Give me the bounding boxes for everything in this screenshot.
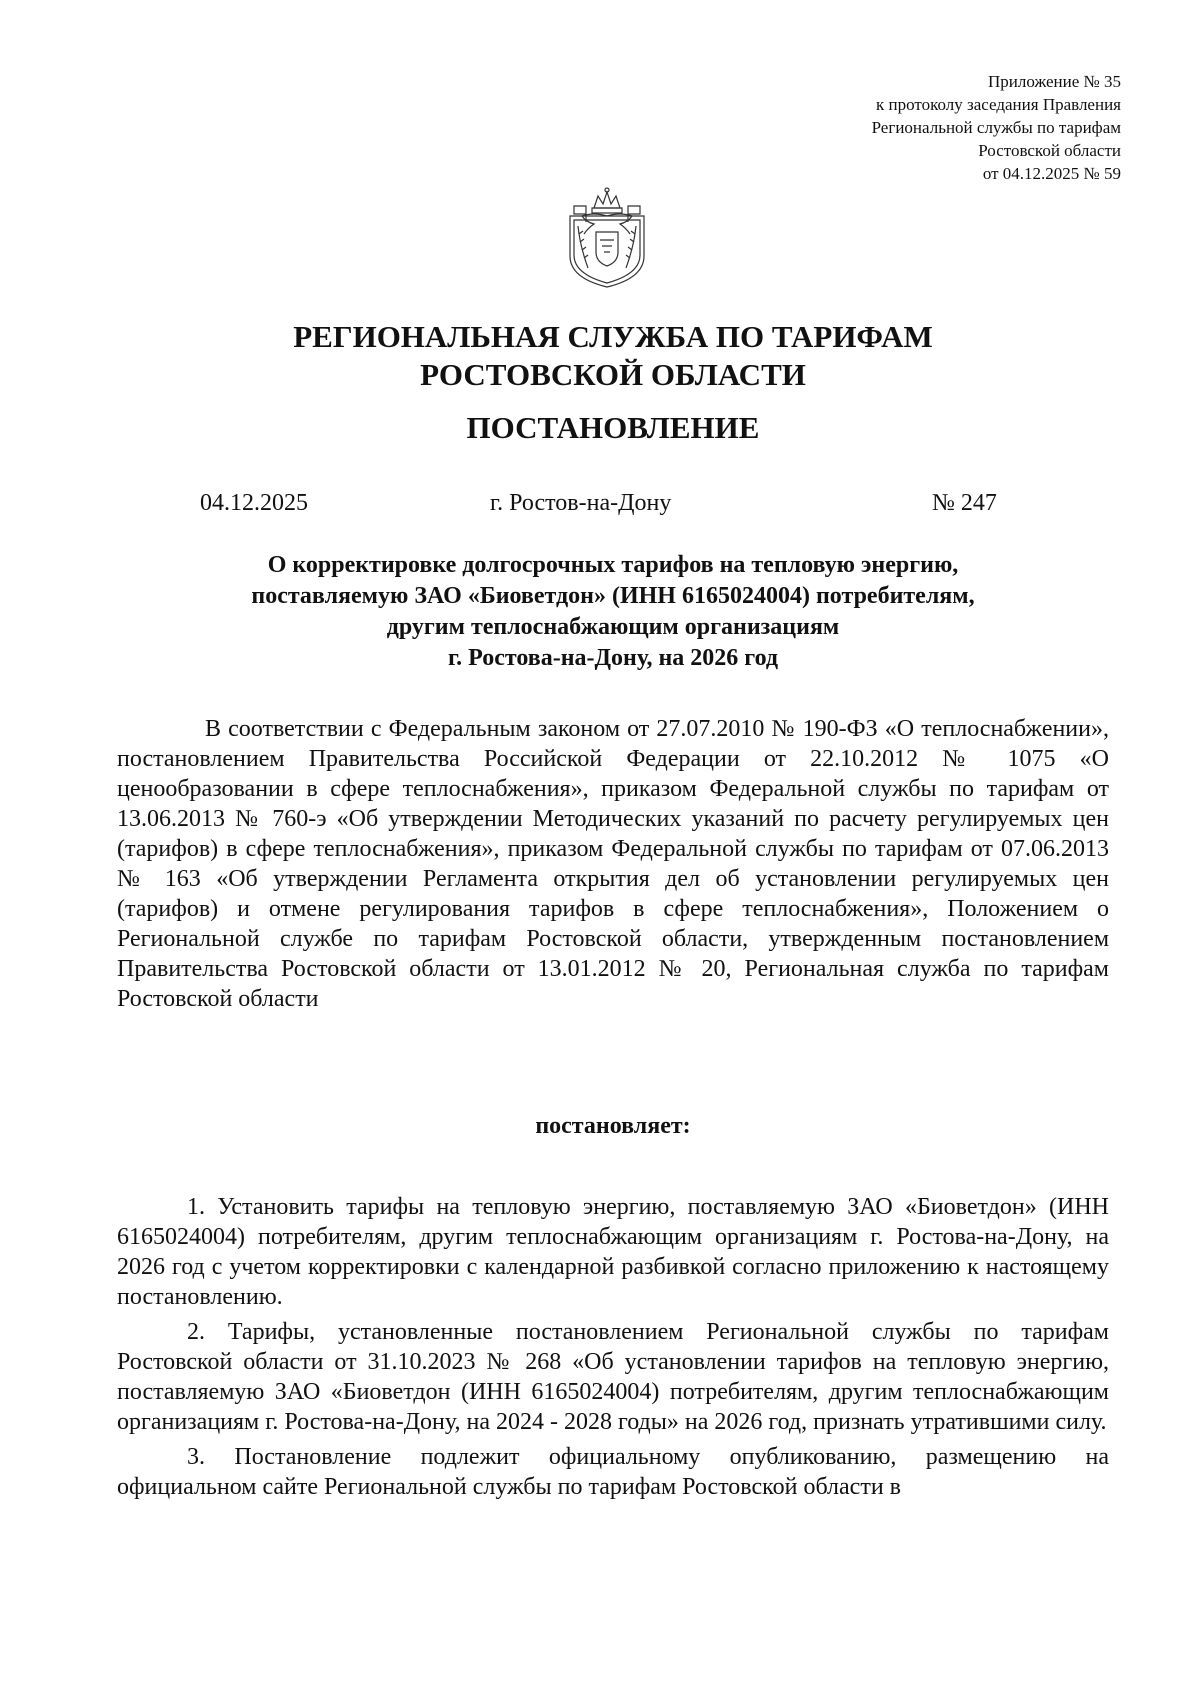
appendix-line: от 04.12.2025 № 59 — [982, 164, 1121, 183]
subject-line: поставляемую ЗАО «Биоветдон» (ИНН 6165024004) потребителям, — [251, 583, 975, 609]
subject-line: г. Ростова-на-Дону, на 2026 год — [447, 645, 779, 671]
resolution-item: 3. Постановление подлежит официальному опубликованию, размещению на официальном сайте Региональной службы по тарифам Ростовской области в — [117, 1444, 1109, 1500]
appendix-line: Региональной службы по тарифам — [871, 118, 1121, 137]
document-number: № 247 — [932, 490, 997, 516]
issuing-authority — [0, 318, 1200, 394]
authority-line: РЕГИОНАЛЬНАЯ СЛУЖБА ПО ТАРИФАМ — [293, 319, 933, 354]
resolution-item: 2. Тарифы, установленные постановлением Региональной службы по тарифам Ростовской области от 31.10.2023 № 268 «Об установлении тарифов на тепловую энергию, поставляемую ЗАО «Биоветдон (ИНН 6165024004) потребителям, другим теплоснабжающим организациям г. Ростова-на-Дону, на 2024 - 2028 годы» на 2026 год, признать утратившими силу. — [117, 1319, 1109, 1435]
resolves-heading: постановляет: — [535, 1113, 691, 1139]
document-type: ПОСТАНОВЛЕНИЕ — [466, 410, 760, 445]
document-date: 04.12.2025 — [200, 490, 308, 516]
coat-of-arms-icon — [564, 186, 650, 290]
authority-line: РОСТОВСКОЙ ОБЛАСТИ — [420, 357, 806, 392]
resolution-items — [117, 1192, 1109, 1507]
appendix-note — [872, 70, 1121, 185]
appendix-line: Ростовской области — [978, 141, 1121, 160]
appendix-line: Приложение № 35 — [988, 72, 1121, 91]
document-city: г. Ростов-на-Дону — [490, 490, 672, 516]
subject-line: другим теплоснабжающим организациям — [386, 614, 840, 640]
appendix-line: к протоколу заседания Правления — [876, 95, 1121, 114]
resolution-item: 1. Установить тарифы на тепловую энергию, поставляемую ЗАО «Биоветдон» (ИНН 6165024004) потребителям, другим теплоснабжающим организациям г. Ростова-на-Дону, на 2026 год с учетом корректировки с календарной разбивкой согласно приложению к настоящему постановлению. — [117, 1194, 1109, 1310]
preamble-paragraph: В соответствии с Федеральным законом от 27.07.2010 № 190-ФЗ «О теплоснабжении», постановлением Правительства Российской Федерации от 22.10.2012 № 1075 «О ценообразовании в сфере теплоснабжения», приказом Федеральной службы по тарифам от 13.06.2013 № 760-э «Об утверждении Методических указаний по расчету регулируемых цен (тарифов) в сфере теплоснабжения», приказом Федеральной службы по тарифам от 07.06.2013 № 163 «Об утверждении Регламента открытия дел об установлении регулируемых цен (тарифов) и отмене регулирования тарифов в сфере теплоснабжения», Положением о Региональной службе по тарифам Ростовской области, утвержденным постановлением Правительства Ростовской области от 13.01.2012 № 20, Региональная служба по тарифам Ростовской области — [117, 716, 1109, 1012]
subject-line: О корректировке долгосрочных тарифов на тепловую энергию, — [267, 552, 959, 578]
document-subject — [120, 550, 1106, 674]
